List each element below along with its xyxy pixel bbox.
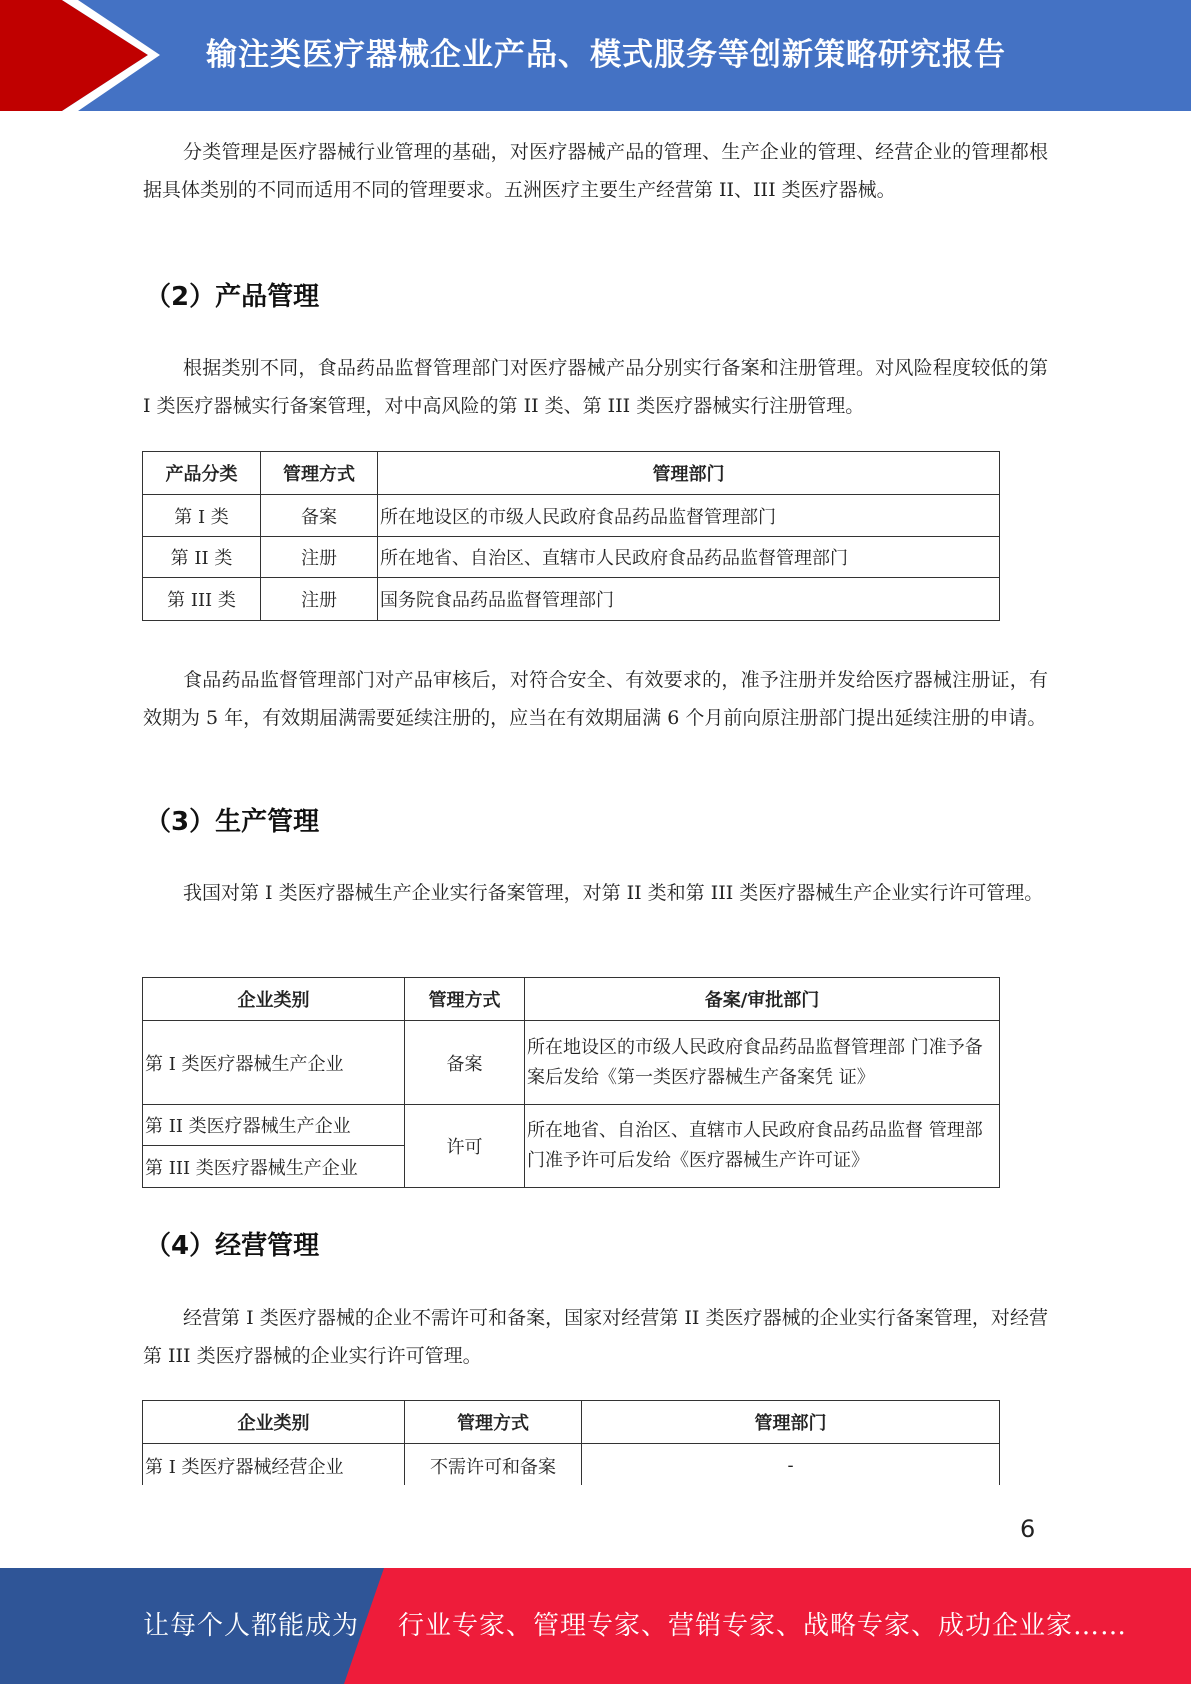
table-header-row bbox=[143, 978, 1000, 1021]
table-header-row bbox=[143, 1401, 1000, 1444]
table-clip-region bbox=[140, 1400, 1010, 1485]
report-title: 输注类医疗器械企业产品、模式服务等创新策略研究报告 bbox=[206, 37, 1006, 73]
table-header-cell: 企业类别 bbox=[143, 1401, 405, 1444]
production-management-table bbox=[142, 977, 1000, 1188]
table-row bbox=[143, 578, 1000, 621]
table-header-cell: 管理方式 bbox=[261, 452, 378, 495]
table-cell: 备案 bbox=[261, 495, 378, 537]
table-header-cell: 管理部门 bbox=[378, 452, 1000, 495]
table-header-cell: 备案/审批部门 bbox=[525, 978, 1000, 1021]
table-cell: 第 II 类医疗器械生产企业 bbox=[143, 1105, 405, 1146]
page-header bbox=[0, 0, 1191, 111]
section-heading-product-management: （2）产品管理 bbox=[145, 282, 320, 312]
table-cell: 国务院食品药品监督管理部门 bbox=[378, 578, 1000, 621]
table-header-cell: 管理部门 bbox=[582, 1401, 1000, 1444]
table-cell: 第 III 类 bbox=[143, 578, 261, 621]
table-row bbox=[143, 1021, 1000, 1105]
table-cell: 第 III 类医疗器械生产企业 bbox=[143, 1146, 405, 1188]
product-classification-table bbox=[142, 451, 1000, 621]
table-header-cell: 管理方式 bbox=[405, 1401, 582, 1444]
page-number: 6 bbox=[1020, 1515, 1036, 1543]
table-header-cell: 企业类别 bbox=[143, 978, 405, 1021]
table-row bbox=[143, 495, 1000, 537]
section4-paragraph: 经营第 I 类医疗器械的企业不需许可和备案，国家对经营第 II 类医疗器械的企业实行备案管理，对经营第 III 类医疗器械的企业实行许可管理。 bbox=[143, 1307, 1048, 1367]
table-cell: 所在地设区的市级人民政府食品药品监督管理部 门准予备案后发给《第一类医疗器械生产备案凭 证》 bbox=[525, 1021, 1000, 1105]
section2-paragraph-2: 食品药品监督管理部门对产品审核后，对符合安全、有效要求的，准予注册并发给医疗器械注册证，有效期为 5 年，有效期届满需要延续注册的，应当在有效期届满 6 个月前向原注册部门提出延续注册的申请。 bbox=[143, 669, 1048, 729]
footer-slogan-left: 让每个人都能成为 bbox=[143, 1611, 360, 1641]
table-cell: 所在地省、自治区、直辖市人民政府食品药品监督管理部门 bbox=[378, 537, 1000, 578]
table-cell: 注册 bbox=[261, 578, 378, 621]
table-cell: 第 I 类医疗器械经营企业 bbox=[143, 1444, 405, 1486]
table-row bbox=[143, 1105, 1000, 1146]
table-row bbox=[143, 1444, 1000, 1486]
footer-slogan-right: 行业专家、管理专家、营销专家、战略专家、成功企业家…… bbox=[398, 1611, 1128, 1641]
table-header-cell: 管理方式 bbox=[405, 978, 525, 1021]
table-cell: - bbox=[582, 1444, 1000, 1486]
table-cell: 备案 bbox=[405, 1021, 525, 1105]
section-heading-production-management: （3）生产管理 bbox=[145, 807, 320, 837]
table-cell: 不需许可和备案 bbox=[405, 1444, 582, 1486]
table-cell: 第 I 类 bbox=[143, 495, 261, 537]
table-cell: 注册 bbox=[261, 537, 378, 578]
page-footer bbox=[0, 1568, 1191, 1684]
table-cell: 所在地设区的市级人民政府食品药品监督管理部门 bbox=[378, 495, 1000, 537]
section2-paragraph: 根据类别不同，食品药品监督管理部门对医疗器械产品分别实行备案和注册管理。对风险程度较低的第 I 类医疗器械实行备案管理，对中高风险的第 II 类、第 III 类医疗器械实行注册管理。 bbox=[143, 357, 1048, 417]
table-cell: 所在地省、自治区、直辖市人民政府食品药品监督 管理部门准予许可后发给《医疗器械生产许可证》 bbox=[525, 1105, 1000, 1188]
table-cell: 第 I 类医疗器械生产企业 bbox=[143, 1021, 405, 1105]
section-heading-operation-management: （4）经营管理 bbox=[145, 1231, 320, 1261]
section3-paragraph: 我国对第 I 类医疗器械生产企业实行备案管理，对第 II 类和第 III 类医疗器械生产企业实行许可管理。 bbox=[183, 882, 1044, 904]
table-header-cell: 产品分类 bbox=[143, 452, 261, 495]
table-cell: 第 II 类 bbox=[143, 537, 261, 578]
table-row bbox=[143, 537, 1000, 578]
table-header-row bbox=[143, 452, 1000, 495]
intro-paragraph: 分类管理是医疗器械行业管理的基础，对医疗器械产品的管理、生产企业的管理、经营企业的管理都根据具体类别的不同而适用不同的管理要求。五洲医疗主要生产经营第 II、III 类医疗器械。 bbox=[143, 141, 1048, 201]
operation-management-table bbox=[142, 1400, 1000, 1485]
table-cell: 许可 bbox=[405, 1105, 525, 1188]
